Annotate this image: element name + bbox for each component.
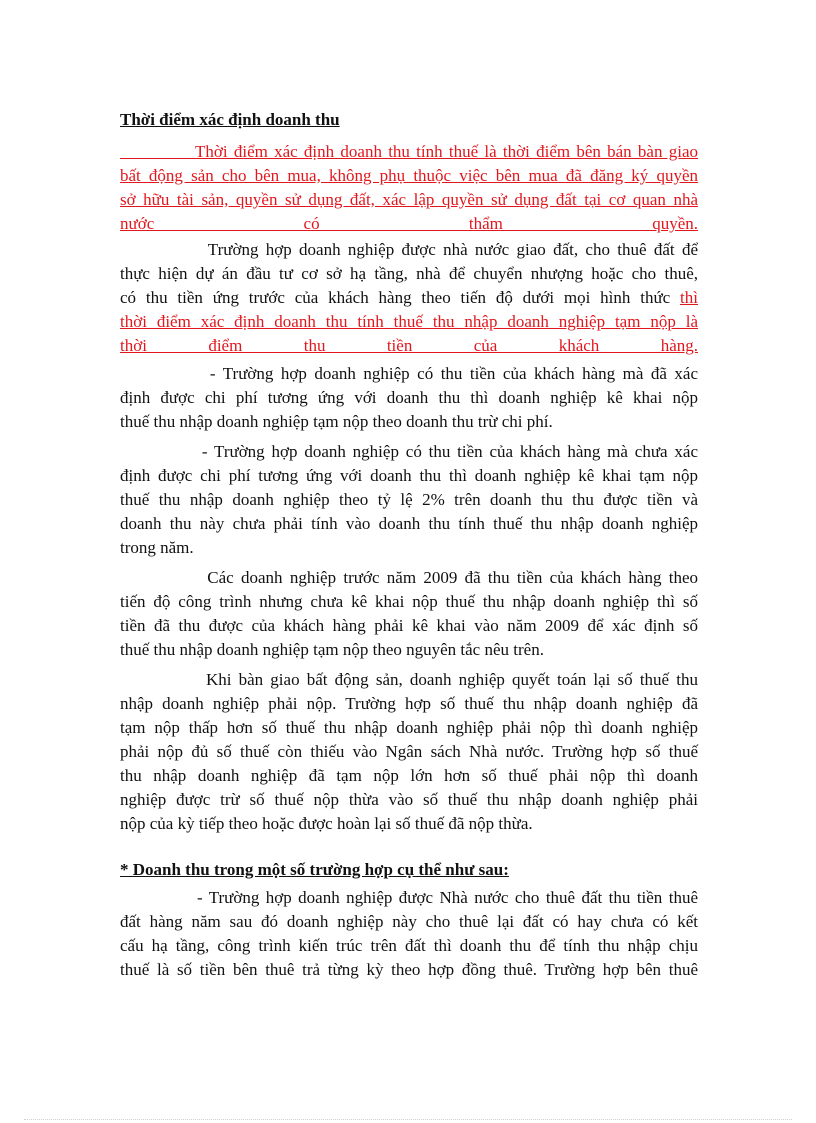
text-line: tiến độ công trình nhưng chưa kê khai nộp thuế thu nhập doanh nghiệp thì số: [120, 592, 698, 611]
text-line: - Trường hợp doanh nghiệp có thu tiền của khách hàng mà chưa xác: [120, 442, 698, 461]
section-heading-revenue-timing: Thời điểm xác định doanh thu: [120, 110, 340, 129]
text-line: thuế là số tiền bên thuê trả từng kỳ theo hợp đồng thuê. Trường hợp bên thuê: [120, 960, 698, 979]
text-line: phải nộp đủ số thuế còn thiếu vào Ngân sách Nhà nước. Trường hợp số thuế: [120, 742, 698, 761]
text-line: bất động sản cho bên mua, không phụ thuộc việc bên mua đã đăng ký quyền: [120, 166, 698, 185]
text-line: tạm nộp thấp hơn số thuế thu nhập doanh nghiệp phải nộp thì doanh nghiệp: [120, 718, 698, 737]
text-line: nghiệp được trừ số thuế nộp thừa vào số thuế thu nhập doanh nghiệp phải: [120, 790, 698, 809]
section-heading-specific-cases: * Doanh thu trong một số trường hợp cụ thể như sau:: [120, 860, 509, 879]
text-line: Các doanh nghiệp trước năm 2009 đã thu tiền của khách hàng theo: [120, 568, 698, 587]
text-line: nhập doanh nghiệp phải nộp. Trường hợp số thuế thu nhập doanh nghiệp đã: [120, 694, 698, 713]
text-line: Trường hợp doanh nghiệp được nhà nước giao đất, cho thuê đất để: [120, 240, 698, 259]
text-line: thuế thu nhập doanh nghiệp theo tỷ lệ 2% trên doanh thu thu được tiền và: [120, 490, 698, 509]
text-line: nộp của kỳ tiếp theo hoặc được hoàn lại số thuế đã nộp thừa.: [120, 814, 533, 833]
text-line: thu nhập doanh nghiệp đã tạm nộp lớn hơn số thuế phải nộp thì doanh: [120, 766, 698, 785]
text-line: thời điểm thu tiền của khách hàng.: [120, 336, 698, 355]
text-line: thời điểm xác định doanh thu tính thuế thu nhập doanh nghiệp tạm nộp là: [120, 312, 698, 331]
text-line: - Trường hợp doanh nghiệp có thu tiền của khách hàng mà đã xác: [120, 364, 698, 383]
text-line: Khi bàn giao bất động sản, doanh nghiệp quyết toán lại số thuế thu: [120, 670, 698, 689]
text-line: thuế thu nhập doanh nghiệp tạm nộp theo doanh thu trừ chi phí.: [120, 412, 553, 431]
text-line: - Trường hợp doanh nghiệp được Nhà nước cho thuê đất thu tiền thuê: [120, 888, 698, 907]
highlighted-text-span: thì: [680, 288, 698, 307]
text-line: cấu hạ tầng, công trình kiến trúc trên đất thì doanh thu để tính thu nhập chịu: [120, 936, 698, 955]
text-line: doanh thu này chưa phải tính vào doanh thu tính thuế thu nhập doanh nghiệp: [120, 514, 698, 533]
text-line: thuế thu nhập doanh nghiệp tạm nộp theo nguyên tắc nêu trên.: [120, 640, 544, 659]
text-line: Thời điểm xác định doanh thu tính thuế là thời điểm bên bán bàn giao: [120, 142, 698, 161]
page-bottom-divider: [24, 1119, 792, 1120]
text-line: định được chi phí tương ứng với doanh thu thì doanh nghiệp kê khai nộp: [120, 388, 698, 407]
text-line: nước có thẩm quyền.: [120, 214, 698, 233]
text-line: thực hiện dự án đầu tư cơ sở hạ tầng, nhà để chuyển nhượng hoặc cho thuê,: [120, 264, 698, 283]
text-line: sở hữu tài sản, quyền sử dụng đất, xác lập quyền sử dụng đất tại cơ quan nhà: [120, 190, 698, 209]
text-line: trong năm.: [120, 538, 194, 557]
text-line: tiền đã thu được của khách hàng phải kê khai vào năm 2009 để xác định số: [120, 616, 698, 635]
text-line: định được chi phí tương ứng với doanh thu thì doanh nghiệp kê khai tạm nộp: [120, 466, 698, 485]
text-line: đất hàng năm sau đó doanh nghiệp này cho thuê lại đất có hay chưa có kết: [120, 912, 698, 931]
text-line-mixed: [120, 286, 698, 310]
text-span: có thu tiền ứng trước của khách hàng theo tiến độ dưới mọi hình thức: [120, 288, 681, 307]
